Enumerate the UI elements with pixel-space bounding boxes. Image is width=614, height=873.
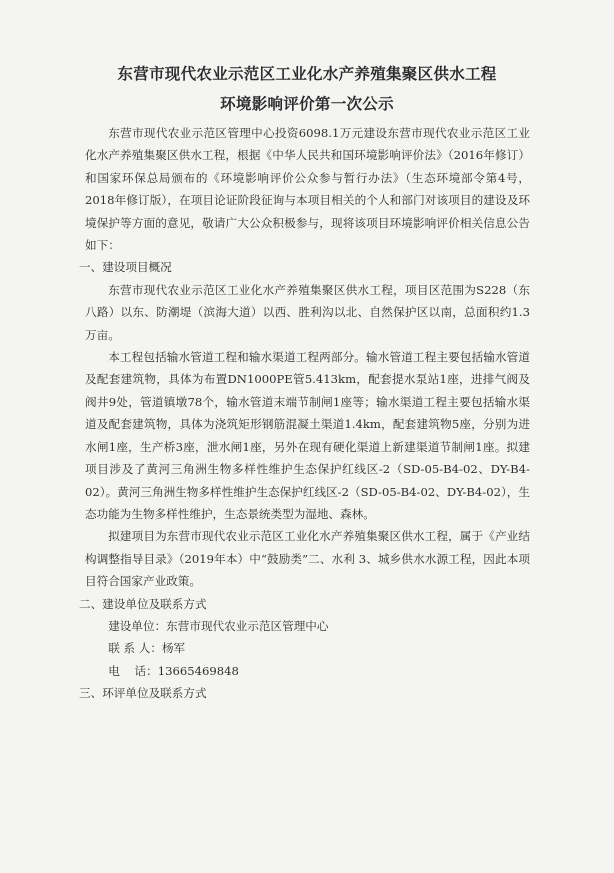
section2-heading: 二、建设单位及联系方式	[79, 596, 207, 611]
construction-unit-value: 东营市现代农业示范区管理中心	[166, 618, 329, 633]
section3-heading: 三、环评单位及联系方式	[79, 686, 207, 701]
section1-paragraph-1: 东营市现代农业示范区工业化水产养殖集聚区供水工程，项目区范围为S228（东八路）以东、防潮堤（滨海大道）以西、胜利沟以北、自然保护区以南，总面积约1.3万亩。	[85, 282, 530, 342]
contact-person-value: 杨军	[161, 641, 186, 656]
phone-line	[85, 660, 530, 682]
phone-value: 13665469848	[157, 663, 239, 678]
section1-heading: 一、建设项目概况	[79, 260, 172, 275]
contact-person-line	[85, 637, 530, 659]
intro-paragraph: 东营市现代农业示范区管理中心投资6098.1万元建设东营市现代农业示范区工业化水产养殖集聚区供水工程，根据《中华人民共和国环境影响评价法》（2016年修订）和国家环保总局颁布的《环境影响评价公众参与暂行办法》（生态环境部令第4号，2018年修订版），在项目论证阶段征询与本项目相关的个人和部门对该项目的建设及环境保护等方面的意见，敬请广大公众积极参与，现将该项目环境影响评价相关信息公告如下：	[85, 126, 530, 253]
document-title-line2: 环境影响评价第一次公示	[220, 95, 394, 113]
construction-unit-line	[85, 615, 530, 637]
contact-person-label: 联 系 人：	[108, 641, 162, 656]
section1-paragraph-3: 拟建项目为东营市现代农业示范区工业化水产养殖集聚区供水工程，属于《产业结构调整指导目录》（2019年本）中“鼓励类”二、水利 3、城乡供水水源工程，因此本项目符合国家产业政策。	[85, 529, 530, 589]
document-title-line1: 东营市现代农业示范区工业化水产养殖集聚区供水工程	[117, 65, 497, 83]
phone-label: 电 话：	[108, 663, 158, 678]
section1-paragraph-2: 本工程包括输水管道工程和输水渠道工程两部分。输水管道工程主要包括输水管道及配套建筑物，具体为布置DN1000PE管5.413km，配套提水泵站1座，进排气阀及阀井9处，管道镇墩78个，输水管道末端节制闸1座等；输水渠道工程主要包括输水渠道及配套建筑物，具体为浇筑矩形钢筋混凝土渠道1.4km，配套建筑物5座，分别为进水闸1座，生产桥3座，泄水闸1座，另外在现有硬化渠道上新建渠道节制闸1座。拟建项目涉及了黄河三角洲生物多样性维护生态保护红线区-2（SD-05-B4-02、DY-B4-02）。黄河三角洲生物多样性维护生态保护红线区-2（SD-05-B4-02、DY-B4-02），生态功能为生物多样性维护，生态景统类型为湿地、森林。	[85, 350, 530, 521]
document-body	[79, 122, 530, 705]
construction-unit-label: 建设单位：	[108, 618, 167, 633]
